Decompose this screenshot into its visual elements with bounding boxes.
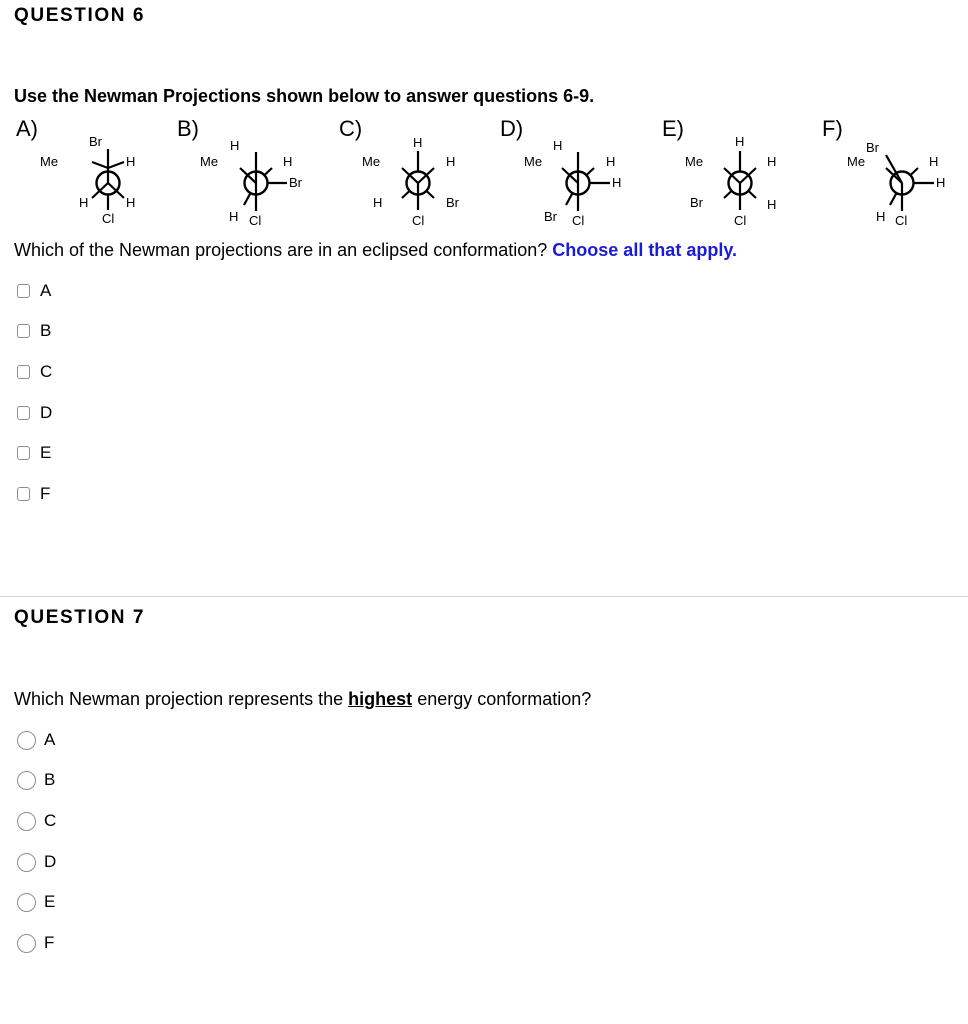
q6-option-b-label: B <box>40 321 52 340</box>
q7-option-b-label: B <box>44 770 56 789</box>
d-back-lower-left: Br <box>544 209 557 224</box>
q6-option-a-label: A <box>40 281 52 300</box>
question-7-prompt-post: energy conformation? <box>417 689 592 709</box>
a-front-lower-left: H <box>79 195 89 210</box>
c-front-upper-left: Me <box>362 154 381 169</box>
e-back-lower-right: H <box>767 197 777 212</box>
q6-checkbox-a[interactable] <box>17 284 30 298</box>
question-7-prompt-pre: Which Newman projection represents the <box>14 689 344 709</box>
a-front-lower-right: H <box>126 195 136 210</box>
a-back-bottom: Cl <box>102 211 115 226</box>
b-front-upper-left: Me <box>200 154 219 169</box>
newman-projection-f <box>886 155 934 211</box>
projection-label-f: F) <box>822 116 843 141</box>
q6-checkbox-e[interactable] <box>17 446 30 460</box>
newman-projection-e <box>724 151 756 210</box>
q6-option-d-label: D <box>40 403 53 422</box>
q6-option-e[interactable] <box>17 443 51 463</box>
c-back-top: H <box>413 135 423 150</box>
newman-projection-c <box>402 151 434 210</box>
q7-radio-a[interactable] <box>17 731 36 750</box>
q6-option-d[interactable] <box>17 403 52 423</box>
q6-option-e-label: E <box>40 443 52 462</box>
q6-option-b[interactable] <box>17 321 51 341</box>
q6-checkbox-f[interactable] <box>17 487 30 501</box>
question-divider <box>0 596 968 597</box>
b-front-bottom: Cl <box>249 213 262 228</box>
c-back-lower-right: Br <box>446 195 459 210</box>
a-back-upper-left: Me <box>40 154 59 169</box>
question-7-prompt <box>14 689 591 710</box>
d-back-right: H <box>612 175 622 190</box>
q6-option-f[interactable] <box>17 484 50 504</box>
q7-radio-f[interactable] <box>17 934 36 953</box>
d-front-upper-left: Me <box>524 154 543 169</box>
d-back-upper-right: H <box>606 154 616 169</box>
e-front-bottom: Cl <box>734 213 747 228</box>
f-back-right: H <box>936 175 946 190</box>
question-7-prompt-emphasis: highest <box>348 689 413 709</box>
question-6-instruction: Use the Newman Projections shown below to answer questions 6-9. <box>14 86 595 106</box>
q7-option-f-label: F <box>44 933 55 952</box>
question-6-prompt-text: Which of the Newman projections are in an eclipsed conformation? <box>14 240 548 260</box>
q7-option-c-label: C <box>44 811 57 830</box>
newman-projection-a <box>92 149 124 210</box>
f-back-upper-right: H <box>929 154 939 169</box>
q7-option-d-label: D <box>44 852 57 871</box>
q6-checkbox-b[interactable] <box>17 324 30 338</box>
b-front-top: H <box>230 138 240 153</box>
q6-checkbox-d[interactable] <box>17 406 30 420</box>
q6-option-f-label: F <box>40 484 51 503</box>
a-back-upper-right: H <box>126 154 136 169</box>
newman-projection-b <box>240 152 287 211</box>
q7-option-e-label: E <box>44 892 56 911</box>
q7-option-f[interactable] <box>17 933 54 953</box>
question-6-title: QUESTION 6 <box>14 5 146 26</box>
e-back-top: H <box>735 134 745 149</box>
q7-option-b[interactable] <box>17 770 55 790</box>
e-front-upper-left: Me <box>685 154 704 169</box>
question-6-emphasis: Choose all that apply. <box>552 240 737 260</box>
e-back-lower-left: Br <box>690 195 703 210</box>
question-7-title: QUESTION 7 <box>14 607 146 628</box>
q6-option-a[interactable] <box>17 281 51 301</box>
q6-option-c-label: C <box>40 362 53 381</box>
projection-label-e: E) <box>662 116 684 141</box>
q7-radio-e[interactable] <box>17 893 36 912</box>
f-front-top: Br <box>866 140 879 155</box>
projection-label-a: A) <box>16 116 38 141</box>
q6-option-c[interactable] <box>17 362 52 382</box>
question-6-prompt <box>14 240 737 261</box>
c-back-lower-left: H <box>373 195 383 210</box>
c-front-upper-right: H <box>446 154 456 169</box>
f-front-bottom: Cl <box>895 213 908 228</box>
f-back-lower-left: H <box>876 209 886 224</box>
q7-radio-b[interactable] <box>17 771 36 790</box>
q6-checkbox-c[interactable] <box>17 365 30 379</box>
newman-projections-figure <box>0 110 968 234</box>
projection-label-b: B) <box>177 116 199 141</box>
q7-option-e[interactable] <box>17 892 55 912</box>
q7-radio-c[interactable] <box>17 812 36 831</box>
b-back-upper-right: H <box>283 154 293 169</box>
newman-projection-d <box>562 152 610 211</box>
f-front-upper-left: Me <box>847 154 866 169</box>
a-front-top: Br <box>89 134 102 149</box>
e-front-upper-right: H <box>767 154 777 169</box>
q7-option-d[interactable] <box>17 852 56 872</box>
b-back-right: Br <box>289 175 302 190</box>
q7-radio-d[interactable] <box>17 853 36 872</box>
d-front-top: H <box>553 138 563 153</box>
projection-label-c: C) <box>339 116 363 141</box>
d-front-bottom: Cl <box>572 213 585 228</box>
q7-option-c[interactable] <box>17 811 56 831</box>
q7-option-a-label: A <box>44 730 56 749</box>
c-front-bottom: Cl <box>412 213 425 228</box>
q7-option-a[interactable] <box>17 730 55 750</box>
b-back-lower-left: H <box>229 209 239 224</box>
projection-label-d: D) <box>500 116 524 141</box>
